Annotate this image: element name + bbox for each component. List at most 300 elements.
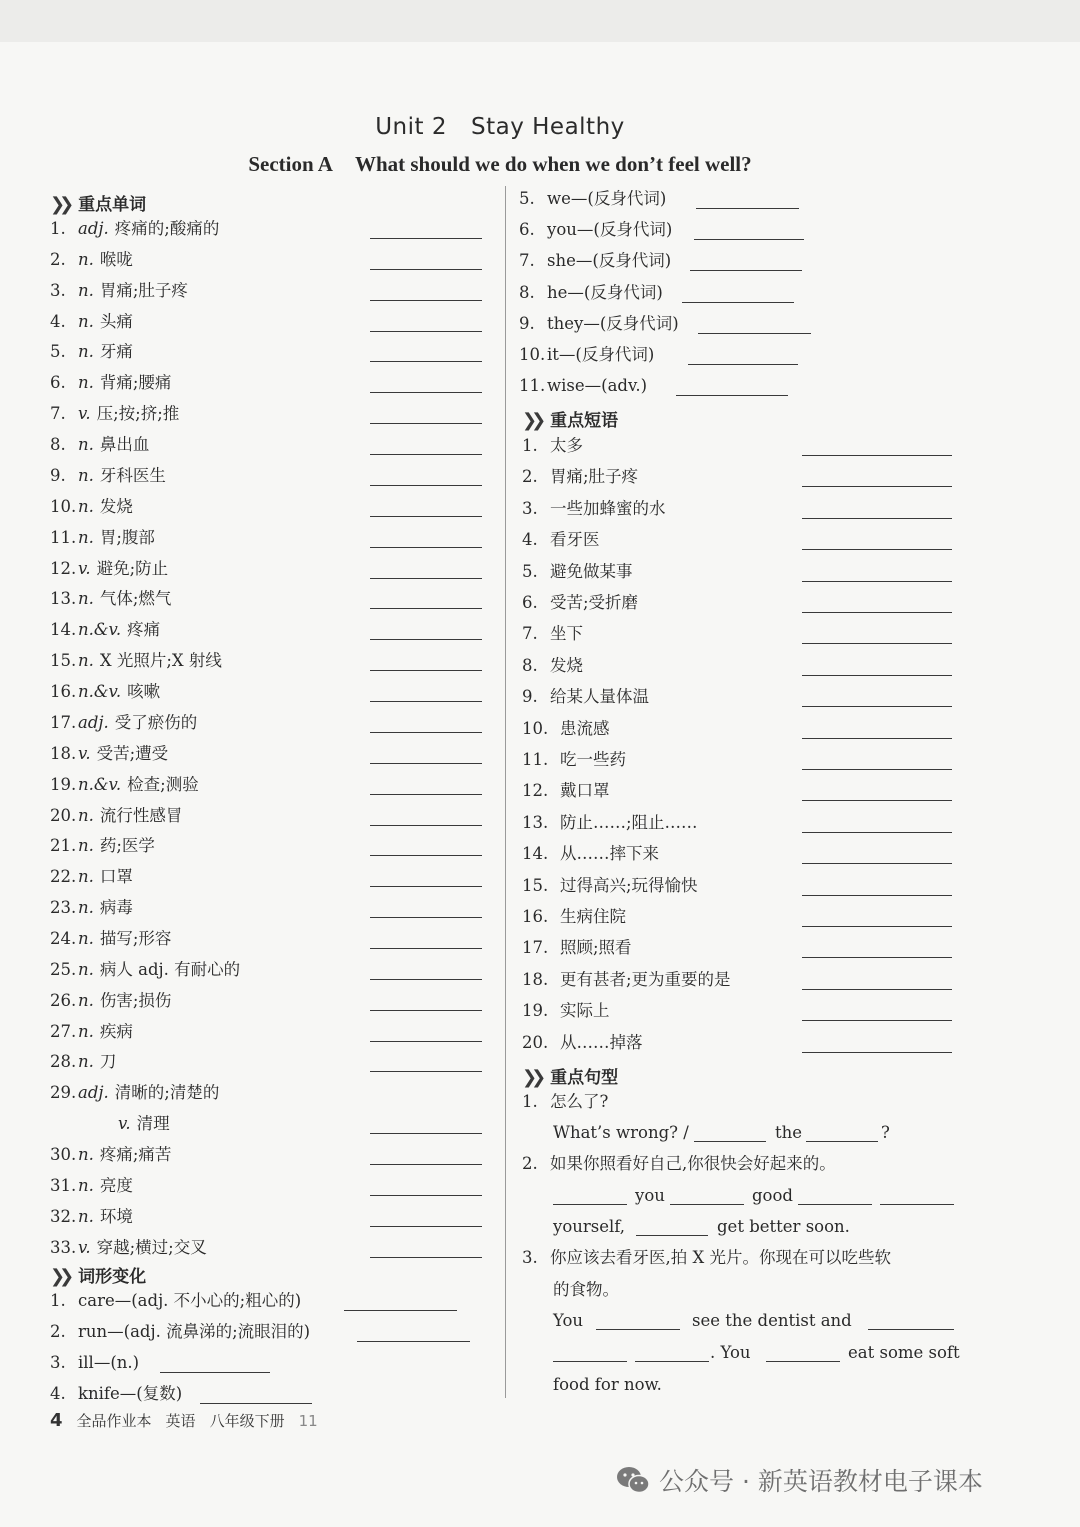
part-of-speech: n. [78, 836, 94, 856]
wordform-item [519, 312, 679, 336]
footer-code: 11 [298, 1412, 318, 1430]
item-number: 18. [50, 743, 77, 763]
item-text: 看牙医 [550, 530, 600, 550]
answer-blank[interactable] [766, 1361, 840, 1362]
vocab-item [50, 279, 188, 303]
vocab-item [50, 711, 197, 735]
sentence-3-prompt: 3. 你应该去看牙医,拍 X 光片。你现在可以吃些软 [522, 1248, 891, 1267]
answer-blank[interactable] [370, 670, 482, 671]
vocab-item [50, 557, 168, 581]
answer-blank[interactable] [370, 639, 482, 640]
double-chevron-icon: ❯❯ [50, 1266, 69, 1287]
answer-blank[interactable] [698, 333, 811, 334]
vocab-item [50, 1143, 171, 1167]
answer-blank[interactable] [370, 392, 482, 393]
vocab-item [50, 834, 155, 858]
answer-blank[interactable] [676, 395, 788, 396]
item-text: it—(反身代词) [547, 345, 655, 364]
phrase-item [522, 874, 698, 898]
item-meaning: 疼痛的;酸痛的 [114, 219, 220, 238]
vocab-item [50, 958, 240, 982]
answer-blank[interactable] [802, 675, 952, 676]
part-of-speech: adj. [78, 219, 109, 238]
answer-blank[interactable] [370, 578, 482, 579]
item-text: 受苦;受折磨 [550, 593, 639, 612]
wordform-item [50, 1289, 301, 1313]
item-number: 12. [50, 558, 77, 578]
part-of-speech: n.&v. [78, 682, 122, 702]
part-of-speech: n. [78, 342, 94, 362]
vocab-item [50, 649, 222, 673]
phrase-item [522, 465, 638, 489]
answer-blank[interactable] [802, 926, 952, 927]
item-number: 20. [522, 1032, 549, 1052]
item-text: run—(adj. 流鼻涕的;流眼泪的) [78, 1321, 311, 1341]
item-text: 发烧 [550, 655, 583, 675]
item-text: 胃痛;肚子疼 [550, 467, 639, 487]
answer-blank[interactable] [357, 1341, 470, 1342]
item-number: 3. [50, 280, 66, 300]
answer-blank[interactable] [802, 1020, 952, 1021]
answer-blank[interactable] [370, 547, 482, 548]
item-text: 吃一些药 [560, 750, 626, 769]
answer-blank[interactable] [370, 454, 482, 455]
part-of-speech: adj. [78, 712, 109, 732]
item-number: 21. [50, 836, 77, 856]
answer-blank[interactable] [694, 239, 804, 240]
vocab-item [50, 1081, 219, 1105]
part-of-speech: n. [78, 898, 94, 918]
item-number: 13. [50, 589, 77, 609]
answer-blank[interactable] [802, 957, 952, 958]
vocab-item [50, 680, 160, 704]
item-meaning: 牙科医生 [99, 465, 166, 485]
sentence-1-text-c: ? [881, 1123, 890, 1142]
item-number: 7. [50, 404, 66, 424]
item-meaning: 鼻出血 [99, 435, 150, 455]
item-number: 15. [50, 651, 77, 671]
item-text: 从……掉落 [560, 1032, 643, 1052]
phrases-heading: ❯❯ 重点短语 [522, 410, 619, 431]
phrase-item [522, 1031, 643, 1055]
subject: 英语 [165, 1412, 196, 1430]
answer-blank[interactable] [370, 763, 482, 764]
answer-blank[interactable] [802, 549, 952, 550]
item-number: 24. [50, 929, 77, 948]
item-number: 18. [522, 969, 549, 989]
answer-blank[interactable] [553, 1361, 627, 1362]
part-of-speech: n.&v. [78, 620, 122, 640]
answer-blank[interactable] [802, 738, 952, 739]
watermark: 公众号 · 新英语教材电子课本 [615, 1462, 983, 1498]
item-number: 27. [50, 1021, 77, 1041]
item-number: 10. [50, 496, 77, 516]
item-number: 28. [50, 1052, 77, 1072]
answer-blank[interactable] [370, 608, 482, 609]
item-number: 16. [50, 682, 77, 702]
item-meaning: 流行性感冒 [99, 805, 183, 825]
answer-blank[interactable] [802, 706, 952, 707]
item-number: 11. [519, 376, 546, 396]
answer-blank[interactable] [802, 643, 952, 644]
double-chevron-icon: ❯❯ [522, 410, 541, 431]
item-text: they—(反身代词) [547, 313, 679, 333]
item-meaning: 喉咙 [99, 249, 133, 269]
item-number: 13. [522, 812, 549, 832]
vocab-item [50, 1174, 133, 1198]
part-of-speech: n. [78, 1175, 94, 1195]
top-strip [0, 0, 1080, 42]
phrase-item [522, 748, 626, 772]
item-meaning: 疾病 [99, 1021, 133, 1041]
vocab-item [50, 1050, 116, 1074]
answer-blank[interactable] [370, 516, 482, 517]
answer-blank[interactable] [694, 1141, 766, 1142]
item-text: 照顾;照看 [560, 938, 632, 958]
item-number: 2. [50, 1321, 66, 1341]
phrase-item [522, 622, 583, 646]
answer-blank[interactable] [802, 486, 952, 487]
phrase-item [522, 811, 698, 835]
item-text: care—(adj. 不小心的;粗心的) [78, 1291, 302, 1310]
vocab-item [50, 927, 171, 951]
part-of-speech: n. [78, 990, 94, 1010]
item-number: 15. [522, 875, 549, 895]
vocab-item [50, 217, 219, 241]
double-chevron-icon: ❯❯ [50, 194, 69, 215]
item-text: 防止……;阻止…… [560, 812, 698, 832]
part-of-speech: n. [78, 589, 94, 609]
item-number: 3. [522, 498, 538, 518]
item-text: 太多 [550, 436, 583, 455]
page-number: 4 [50, 1410, 63, 1431]
vocab-item [50, 742, 168, 766]
answer-blank[interactable] [370, 485, 482, 486]
answer-blank[interactable] [370, 269, 482, 270]
wordform-item [50, 1320, 310, 1344]
answer-blank[interactable] [370, 732, 482, 733]
item-text: 从……摔下来 [560, 844, 659, 864]
sentence-3-text-a: You [553, 1311, 584, 1330]
phrase-item [522, 936, 632, 960]
vocab-item [90, 1112, 170, 1136]
item-number: 4. [50, 1383, 66, 1403]
part-of-speech: v. [78, 558, 91, 578]
answer-blank[interactable] [802, 895, 952, 896]
wordform-item [50, 1351, 139, 1375]
item-text: 给某人量体温 [550, 687, 649, 707]
page-footer [50, 1410, 318, 1431]
sentence-3-text-e: food for now. [553, 1375, 662, 1394]
vocab-item [50, 526, 155, 550]
phrase-item [522, 842, 659, 866]
section-label: Section A [248, 152, 333, 176]
answer-blank[interactable] [806, 1141, 878, 1142]
part-of-speech: n. [78, 465, 94, 485]
item-number: 5. [522, 561, 538, 581]
vocab-item [50, 248, 133, 272]
unit-name: Stay Healthy [470, 114, 625, 140]
answer-blank[interactable] [688, 364, 798, 365]
vocab-item [50, 773, 199, 797]
item-text: 过得高兴;玩得愉快 [560, 875, 698, 895]
answer-blank[interactable] [370, 1257, 482, 1258]
answer-blank[interactable] [696, 208, 799, 209]
item-number: 14. [50, 620, 77, 640]
item-number: 6. [50, 373, 66, 393]
answer-blank[interactable] [370, 1010, 482, 1011]
part-of-speech: n. [78, 867, 94, 887]
answer-blank[interactable] [802, 832, 952, 833]
answer-blank[interactable] [802, 989, 952, 990]
item-meaning: 穿越;横过;交叉 [96, 1237, 207, 1257]
item-text: 生病住院 [560, 907, 626, 926]
unit-number: Unit 2 [375, 114, 447, 140]
wechat-icon [615, 1465, 651, 1495]
answer-blank[interactable] [370, 917, 482, 918]
answer-blank[interactable] [868, 1329, 954, 1330]
vocab-item [50, 371, 171, 395]
item-number: 17. [50, 712, 77, 732]
phrase-item [522, 685, 649, 709]
item-text: he—(反身代词) [547, 282, 663, 302]
item-number: 33. [50, 1237, 77, 1257]
item-number: 8. [519, 282, 535, 302]
item-text: ill—(n.) [78, 1352, 140, 1372]
part-of-speech: n. [78, 805, 94, 825]
answer-blank[interactable] [802, 863, 952, 864]
answer-blank[interactable] [802, 769, 952, 770]
item-number: 20. [50, 805, 77, 825]
phrase-item [522, 968, 731, 992]
part-of-speech: n. [78, 373, 94, 393]
answer-blank[interactable] [370, 1041, 482, 1042]
item-text: she—(反身代词) [547, 251, 672, 271]
answer-blank[interactable] [370, 979, 482, 980]
answer-blank[interactable] [160, 1372, 270, 1373]
item-meaning: 检查;测验 [127, 774, 199, 794]
answer-blank[interactable] [635, 1361, 709, 1362]
answer-blank[interactable] [798, 1204, 872, 1205]
part-of-speech: n. [78, 1052, 94, 1072]
item-meaning: 清晰的;清楚的 [114, 1083, 220, 1103]
sentence-2-text-a: you [635, 1186, 665, 1205]
phrase-item [522, 779, 610, 803]
item-meaning: 亮度 [99, 1175, 133, 1195]
item-number: 25. [50, 959, 77, 979]
answer-blank[interactable] [370, 948, 482, 949]
item-number: 4. [522, 530, 538, 550]
vocab-item [50, 402, 179, 426]
phrase-item [522, 560, 633, 584]
item-text: 一些加蜂蜜的水 [550, 498, 666, 518]
item-text: 更有甚者;更为重要的是 [560, 969, 731, 989]
answer-blank[interactable] [370, 1164, 482, 1165]
part-of-speech: n. [78, 1206, 94, 1226]
answer-blank[interactable] [370, 1226, 482, 1227]
item-meaning: 环境 [99, 1206, 133, 1226]
item-number: 1. [50, 219, 66, 238]
sentence-2-text-b: good [752, 1186, 793, 1205]
item-number: 6. [522, 593, 538, 612]
part-of-speech: n. [78, 651, 94, 671]
answer-blank[interactable] [370, 238, 482, 239]
answer-blank[interactable] [553, 1204, 627, 1205]
section-question: What should we do when we don’t feel well? [354, 152, 752, 176]
item-text: 实际上 [560, 1001, 610, 1021]
part-of-speech: v. [78, 404, 91, 424]
answer-blank[interactable] [344, 1310, 457, 1311]
item-text: you—(反身代词) [547, 220, 673, 240]
answer-blank[interactable] [596, 1329, 680, 1330]
item-meaning: 胃;腹部 [99, 527, 155, 547]
wordform-item [519, 187, 666, 211]
answer-blank[interactable] [370, 1071, 482, 1072]
answer-blank[interactable] [802, 1052, 952, 1053]
wordform-item [519, 218, 672, 242]
part-of-speech: n. [78, 1021, 94, 1041]
answer-blank[interactable] [370, 361, 482, 362]
phrase-item [522, 434, 583, 458]
wordform-item [50, 1382, 182, 1406]
item-meaning: 药;医学 [99, 836, 155, 856]
item-number: 4. [50, 311, 66, 331]
part-of-speech: v. [118, 1114, 131, 1134]
answer-blank[interactable] [802, 800, 952, 801]
answer-blank[interactable] [682, 302, 794, 303]
wordform-item [519, 374, 647, 398]
part-of-speech: adj. [78, 1083, 109, 1103]
item-number: 19. [522, 1001, 549, 1021]
answer-blank[interactable] [370, 1133, 482, 1134]
vocab-item [50, 804, 182, 828]
item-meaning: 咳嗽 [127, 682, 161, 702]
part-of-speech: n. [78, 280, 94, 300]
item-number: 22. [50, 867, 77, 887]
item-number: 26. [50, 990, 77, 1010]
item-text: 避免做某事 [550, 561, 633, 581]
answer-blank[interactable] [370, 423, 482, 424]
phrase-item [522, 591, 638, 615]
section-title [0, 152, 1000, 177]
vocab-item [50, 865, 133, 889]
item-number: 9. [50, 465, 66, 485]
answer-blank[interactable] [370, 825, 482, 826]
answer-blank[interactable] [880, 1204, 954, 1205]
vocab-item [50, 587, 171, 611]
item-number: 2. [522, 467, 538, 487]
item-meaning: 受了瘀伤的 [114, 712, 198, 732]
item-meaning: 受苦;遭受 [96, 743, 169, 763]
item-number: 9. [522, 687, 538, 707]
part-of-speech: n. [78, 1145, 94, 1165]
answer-blank[interactable] [690, 270, 802, 271]
item-number: 9. [519, 313, 535, 333]
column-divider [505, 186, 506, 1398]
sentence-2-text-c: yourself, [553, 1217, 626, 1236]
part-of-speech: v. [78, 743, 91, 763]
phrase-item [522, 905, 626, 929]
item-text: we—(反身代词) [547, 189, 667, 208]
sentence-2-text-d: get better soon. [717, 1217, 850, 1236]
part-of-speech: n.&v. [78, 774, 122, 794]
phrase-item [522, 999, 610, 1023]
sentence-3-text-b: see the dentist and [692, 1311, 852, 1330]
answer-blank[interactable] [370, 300, 482, 301]
item-text: 坐下 [550, 624, 583, 644]
item-meaning: 发烧 [99, 496, 133, 516]
vocab-item [50, 495, 133, 519]
item-number: 12. [522, 781, 549, 801]
item-number: 3. [50, 1352, 66, 1372]
wordforms-heading: ❯❯ 词形变化 [50, 1266, 147, 1287]
answer-blank[interactable] [370, 886, 482, 887]
item-number: 8. [522, 655, 538, 675]
answer-blank[interactable] [370, 855, 482, 856]
vocab-item [50, 1205, 133, 1229]
item-meaning: 压;按;挤;推 [96, 404, 180, 424]
answer-blank[interactable] [802, 612, 952, 613]
answer-blank[interactable] [370, 331, 482, 332]
grade: 八年级下册 [209, 1412, 285, 1430]
item-number: 11. [522, 750, 549, 769]
wordform-item [519, 249, 671, 273]
answer-blank[interactable] [802, 581, 952, 582]
answer-blank[interactable] [370, 701, 482, 702]
sentences-heading: ❯❯ 重点句型 [522, 1067, 619, 1088]
item-meaning: 描写;形容 [99, 929, 172, 948]
vocab-item [50, 1236, 207, 1260]
item-number: 30. [50, 1145, 77, 1165]
sentence-1-prompt: 1. 怎么了? [522, 1092, 609, 1111]
item-number: 1. [522, 436, 538, 455]
answer-blank[interactable] [670, 1204, 744, 1205]
wordform-item [519, 281, 663, 305]
part-of-speech: n. [78, 527, 94, 547]
part-of-speech: n. [78, 929, 94, 948]
vocab-item [50, 340, 133, 364]
vocab-heading: ❯❯ 重点单词 [50, 194, 147, 215]
answer-blank[interactable] [370, 1195, 482, 1196]
item-meaning: 刀 [99, 1052, 117, 1072]
item-number: 1. [50, 1291, 66, 1310]
item-number: 32. [50, 1206, 77, 1226]
vocab-item [50, 464, 166, 488]
item-number: 29. [50, 1083, 77, 1103]
part-of-speech: n. [78, 311, 94, 331]
item-meaning: 伤害;损伤 [99, 990, 172, 1010]
part-of-speech: v. [78, 1237, 91, 1257]
item-meaning: 口罩 [99, 867, 133, 887]
item-number: 8. [50, 435, 66, 455]
answer-blank[interactable] [370, 794, 482, 795]
item-meaning: 疼痛 [127, 620, 161, 640]
part-of-speech: n. [78, 496, 94, 516]
part-of-speech: n. [78, 435, 94, 455]
answer-blank[interactable] [802, 518, 952, 519]
item-text: 戴口罩 [560, 781, 610, 801]
answer-blank[interactable] [636, 1235, 708, 1236]
item-number: 10. [522, 718, 549, 738]
item-number: 14. [522, 844, 549, 864]
answer-blank[interactable] [802, 455, 952, 456]
wordform-item [519, 343, 654, 367]
item-meaning: X 光照片;X 射线 [99, 651, 222, 671]
vocab-item [50, 310, 133, 334]
double-chevron-icon: ❯❯ [522, 1067, 541, 1088]
answer-blank[interactable] [200, 1403, 312, 1404]
item-meaning: 头痛 [99, 311, 133, 331]
